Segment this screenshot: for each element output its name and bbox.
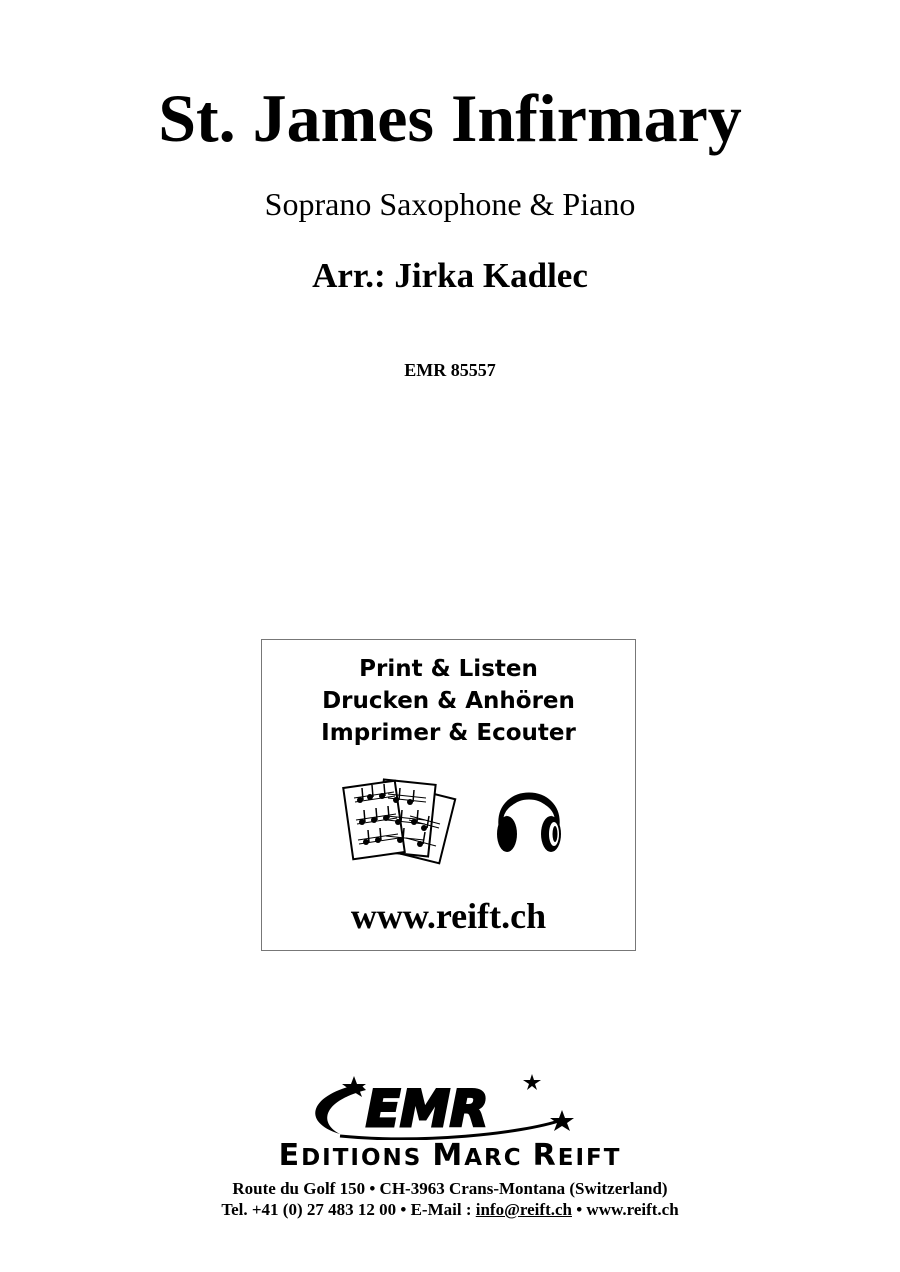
instrumentation-subtitle: Soprano Saxophone & Piano [264, 186, 636, 222]
arranger-credit: Arr.: Jirka Kadlec [312, 256, 588, 295]
email-link[interactable]: info@reift.ch [475, 1200, 572, 1219]
emr-logo [300, 1068, 590, 1140]
promo-website-link[interactable]: www.reift.ch [350, 896, 547, 936]
promo-line-english: Print & Listen [359, 656, 538, 682]
headphones-icon [494, 776, 564, 860]
publisher-contact: Tel. +41 (0) 27 483 12 00 • E-Mail : info@reift.ch • www.reift.ch [221, 1200, 679, 1219]
publisher-address: Route du Golf 150 • CH-3963 Crans-Montana (Switzerland) [232, 1179, 668, 1198]
promo-line-german: Drucken & Anhören [322, 688, 575, 714]
catalog-number: EMR 85557 [404, 360, 496, 380]
svg-text:EMR: EMR [366, 1080, 489, 1138]
sheet-music-icon [340, 772, 468, 872]
promo-line-french: Imprimer & Ecouter [321, 720, 576, 746]
page-title: St. James Infirmary [158, 80, 742, 156]
publisher-name: EDITIONS MARC REIFT [278, 1138, 622, 1173]
print-listen-box[interactable] [261, 639, 636, 951]
